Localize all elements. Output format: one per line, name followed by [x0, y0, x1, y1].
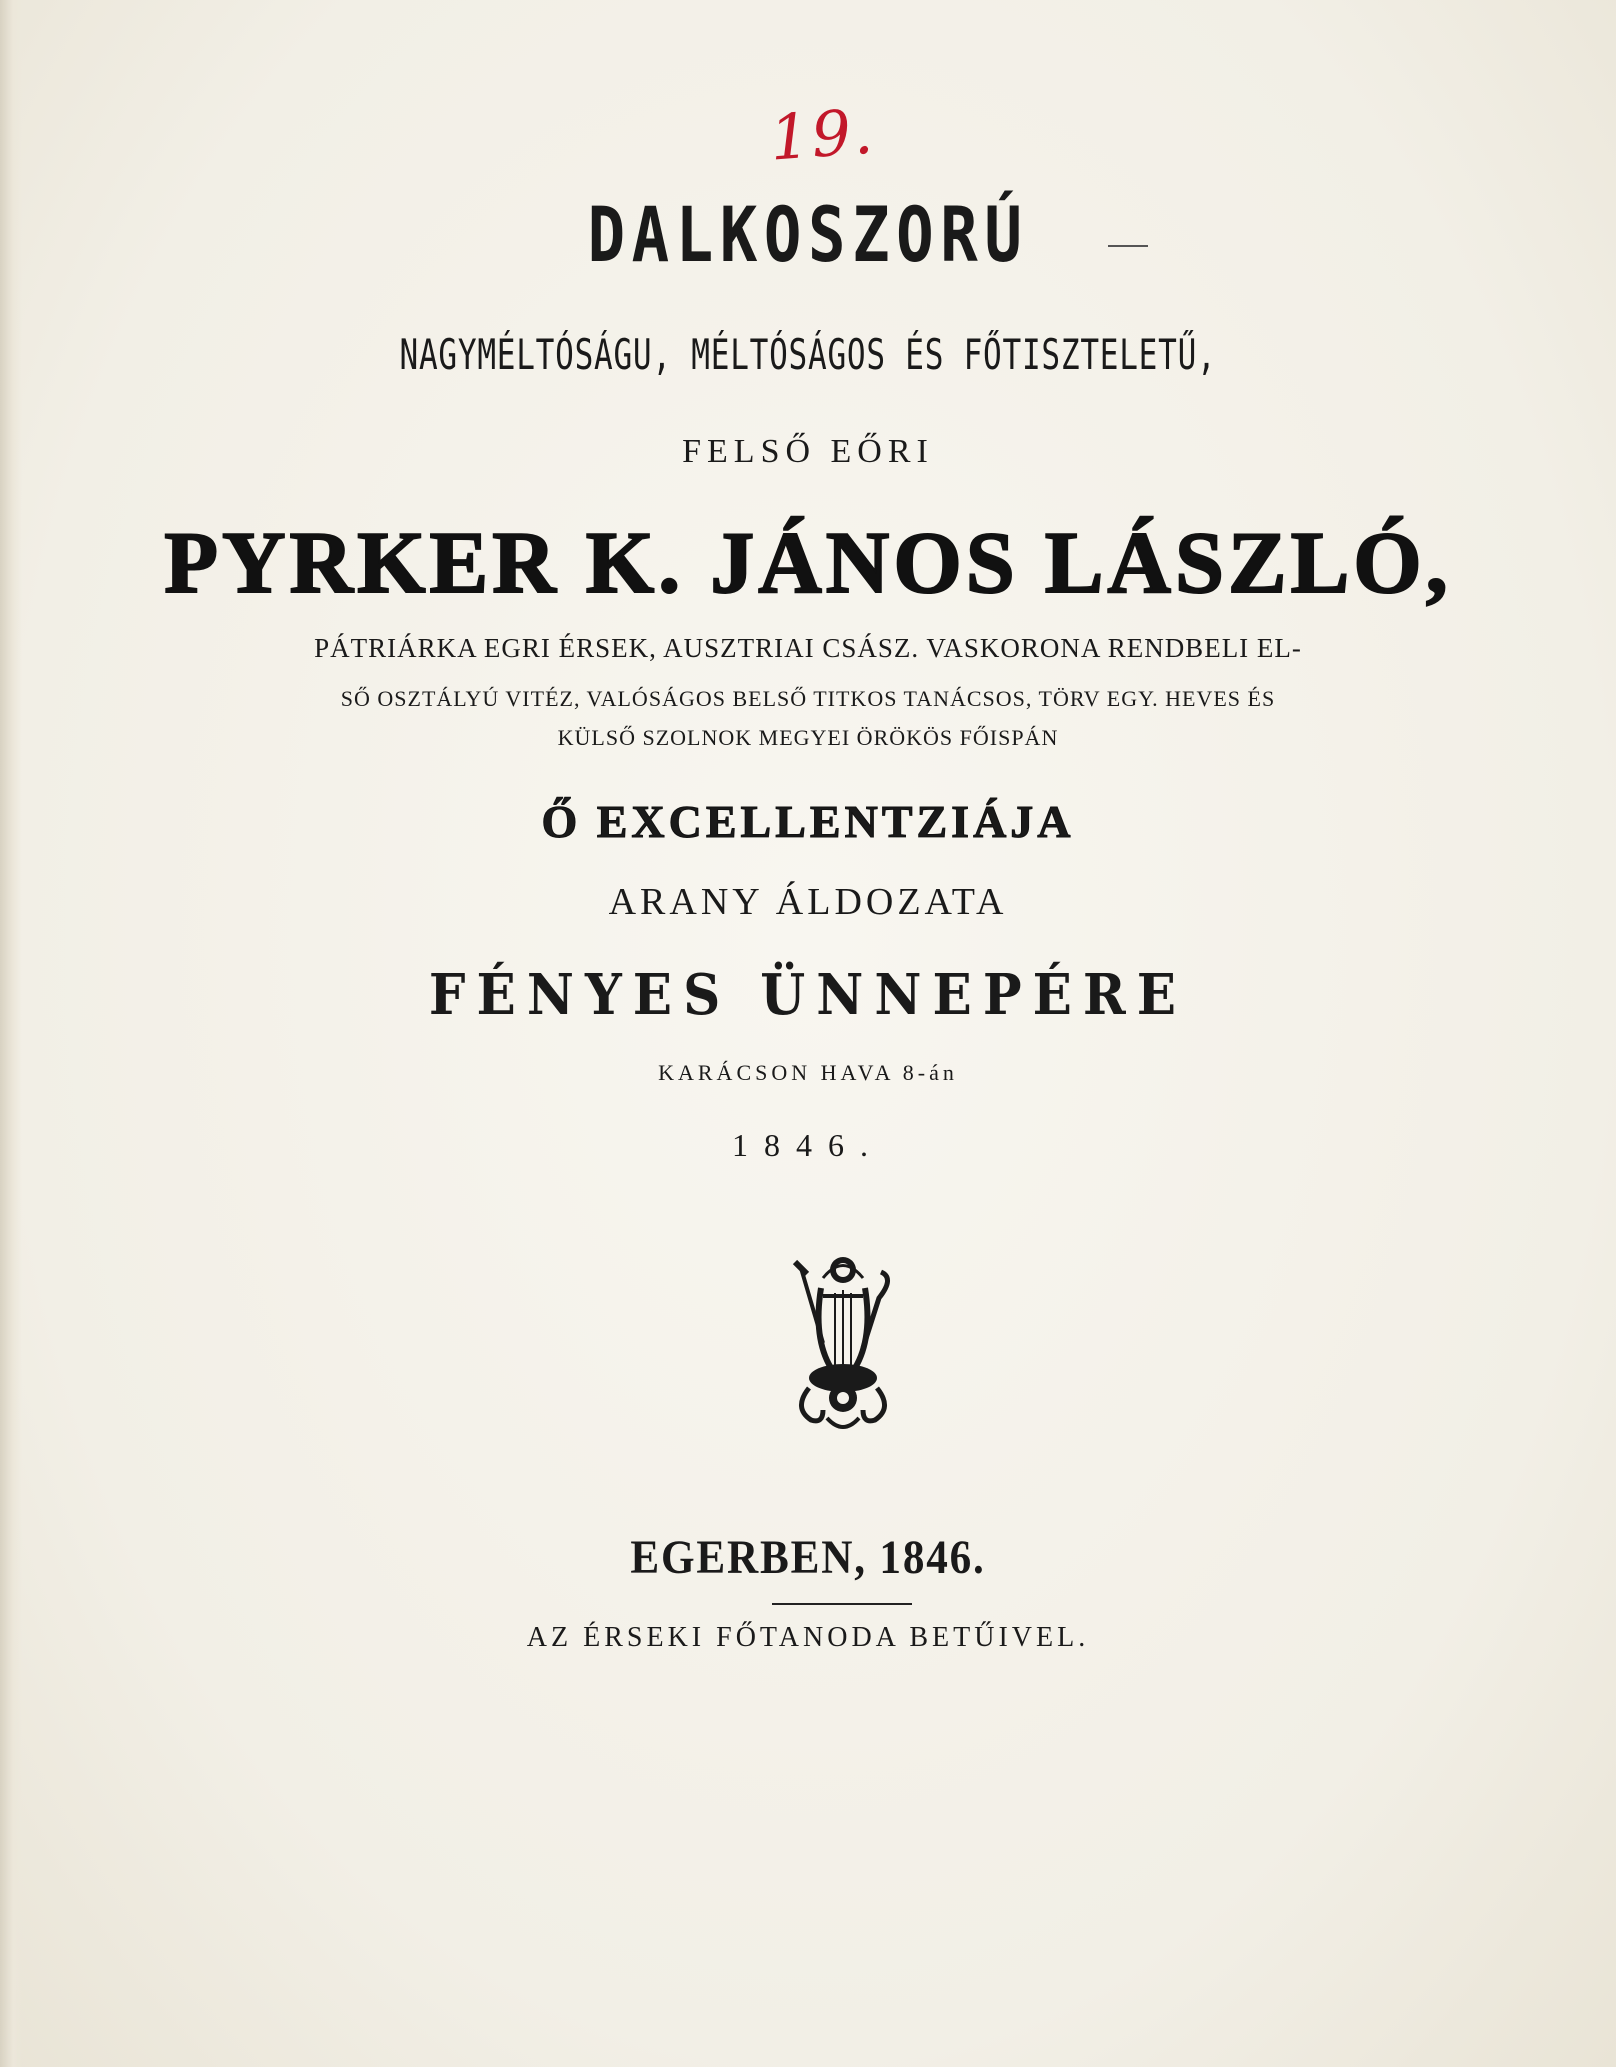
titles-line-2: SŐ OSZTÁLYÚ VITÉZ, VALÓSÁGOS BELSŐ TITKOS TANÁCSOS, TÖRV EGY. HEVES ÉS	[340, 686, 1276, 711]
handwritten-number: 19.	[767, 94, 878, 175]
honorifics-line: NAGYMÉLTÓSÁGU, MÉLTÓSÁGOS ÉS FŐTISZTELETŰ,	[399, 330, 1217, 379]
felso-eori-line: FELSŐ EŐRI	[682, 433, 934, 470]
year-line: 1846.	[732, 1127, 884, 1163]
date-line: KARÁCSON HAVA 8-án	[658, 1060, 958, 1085]
arany-aldozata-line: ARANY ÁLDOZATA	[608, 881, 1008, 923]
book-title: DALKOSZORÚ	[587, 190, 1029, 279]
lyre-emblem-icon	[783, 1248, 903, 1438]
printer-line: AZ ÉRSEKI FŐTANODA BETŰIVEL.	[526, 1622, 1090, 1653]
imprint-rule	[772, 1603, 912, 1605]
titles-line-1: PÁTRIÁRKA EGRI ÉRSEK, AUSZTRIAI CSÁSZ. VASKORONA RENDBELI EL-	[314, 633, 1302, 663]
titles-line-3: KÜLSŐ SZOLNOK MEGYEI ÖRÖKÖS FŐISPÁN	[557, 725, 1059, 750]
page-edge-shadow	[0, 0, 22, 2067]
honoree-name: PYRKER K. JÁNOS LÁSZLÓ,	[164, 515, 1452, 612]
excellency-line: Ő EXCELLENTZIÁJA	[541, 796, 1075, 847]
imprint-place-year: EGERBEN, 1846.	[630, 1531, 986, 1584]
fenyes-unnepere-line: FÉNYES ÜNNEPÉRE	[428, 962, 1188, 1028]
title-dash	[1108, 245, 1148, 247]
